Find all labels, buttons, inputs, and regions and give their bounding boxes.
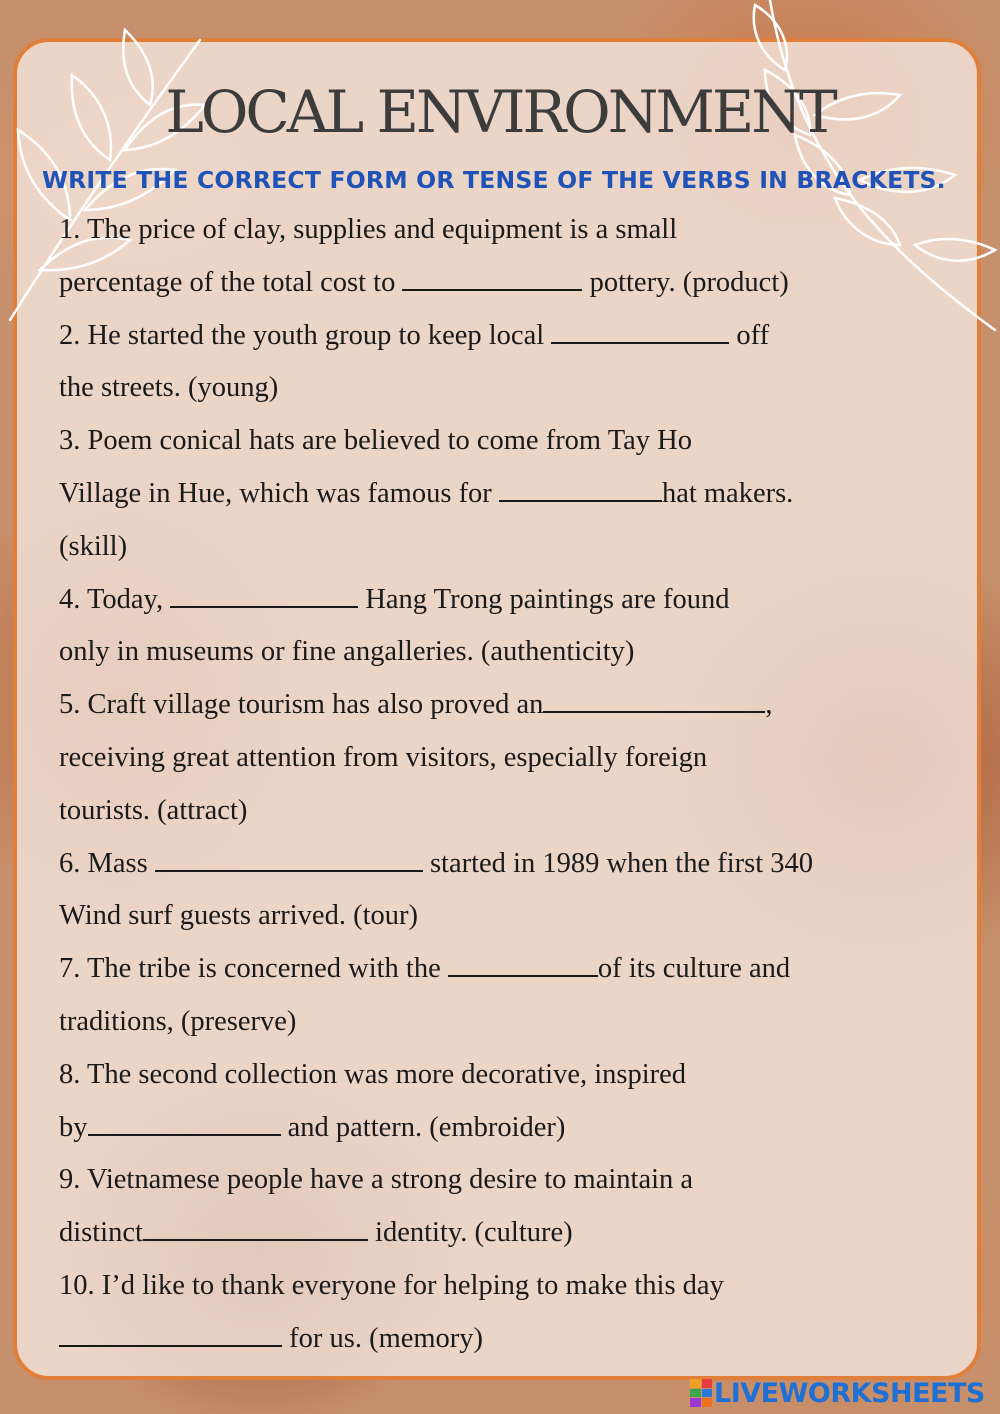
answer-blank[interactable]: [448, 953, 598, 977]
liveworksheets-logo-text: LIVEWORKSHEETS: [714, 1377, 985, 1409]
question-text: and pattern. (embroider): [280, 1111, 566, 1143]
question-text: for us. (memory): [282, 1322, 484, 1354]
question-text: 9. Vietnamese people have a strong desire to maintain a: [59, 1164, 694, 1196]
question-line: [59, 1049, 939, 1102]
question-text: pottery. (product): [582, 266, 789, 298]
question-text: Wind surf guests arrived. (tour): [59, 900, 418, 932]
question-text: distinct: [59, 1217, 143, 1249]
question-text: only in museums or fine angalleries. (authenticity): [59, 636, 635, 668]
answer-blank[interactable]: [59, 1323, 282, 1347]
question-line: [59, 310, 939, 363]
question-line: [59, 1260, 939, 1313]
question-item: [59, 574, 939, 680]
question-line: [59, 785, 939, 838]
question-line: [59, 1154, 939, 1207]
question-item: [59, 1154, 939, 1260]
question-text: the streets. (young): [59, 372, 279, 404]
answer-blank[interactable]: [155, 848, 423, 872]
question-line: [59, 1207, 939, 1260]
question-text: 8. The second collection was more decorative, inspired: [59, 1058, 687, 1090]
answer-blank[interactable]: [499, 478, 662, 502]
question-text: 1. The price of clay, supplies and equipment is a small: [59, 214, 678, 245]
question-text: hat makers.: [661, 477, 794, 509]
instruction-text: WRITE THE CORRECT FORM OR TENSE OF THE VERBS IN BRACKETS.: [42, 166, 946, 194]
question-text: Village in Hue, which was famous for: [59, 477, 499, 509]
question-line: [59, 996, 939, 1049]
question-line: [59, 362, 939, 415]
question-line: [59, 626, 939, 679]
question-item: [59, 679, 939, 837]
question-item: [59, 943, 939, 1049]
answer-blank[interactable]: [543, 689, 765, 713]
question-text: 7. The tribe is concerned with the: [59, 953, 448, 985]
question-line: [59, 415, 939, 468]
question-text: percentage of the total cost to: [59, 266, 403, 298]
question-text: 10. I’d like to thank everyone for helping to make this day: [59, 1269, 724, 1301]
question-line: [59, 1313, 939, 1366]
answer-blank[interactable]: [88, 1112, 281, 1136]
question-text: (skill): [59, 530, 128, 562]
question-line: [59, 468, 939, 521]
question-text: Hang Trong paintings are found: [358, 583, 730, 615]
question-item: [59, 1260, 939, 1366]
question-item: [59, 838, 939, 944]
question-text: ,: [765, 689, 773, 721]
liveworksheets-logo: [690, 1375, 985, 1411]
question-list: [59, 204, 939, 1366]
question-text: off: [729, 319, 770, 351]
question-line: [59, 521, 939, 574]
answer-blank[interactable]: [551, 320, 729, 344]
question-text: 3. Poem conical hats are believed to come from Tay Ho: [59, 425, 692, 457]
question-line: [59, 1102, 939, 1155]
question-text: by: [59, 1111, 88, 1143]
question-item: [59, 415, 939, 573]
question-line: [59, 838, 939, 891]
question-line: [59, 890, 939, 943]
answer-blank[interactable]: [170, 584, 358, 608]
question-line: [59, 257, 939, 310]
answer-blank[interactable]: [143, 1217, 368, 1241]
question-line: [59, 574, 939, 627]
worksheet-title: LOCAL ENVIRONMENT: [165, 78, 835, 146]
question-text: 2. He started the youth group to keep local: [59, 319, 552, 351]
liveworksheets-logo-icon: [690, 1379, 712, 1407]
question-text: 4. Today,: [59, 583, 171, 615]
question-text: 5. Craft village tourism has also proved an: [59, 689, 544, 721]
question-item: [59, 204, 939, 310]
question-text: tourists. (attract): [59, 794, 248, 826]
answer-blank[interactable]: [402, 267, 582, 291]
question-line: [59, 204, 939, 257]
question-text: started in 1989 when the first 340: [422, 847, 814, 879]
question-item: [59, 1049, 939, 1155]
question-item: [59, 310, 939, 416]
question-text: receiving great attention from visitors, especially foreign: [59, 741, 708, 773]
question-text: 6. Mass: [59, 847, 155, 879]
question-text: of its culture and: [597, 953, 791, 985]
question-text: identity. (culture): [367, 1217, 573, 1249]
question-line: [59, 679, 939, 732]
question-line: [59, 943, 939, 996]
question-line: [59, 732, 939, 785]
question-text: traditions, (preserve): [59, 1005, 297, 1037]
